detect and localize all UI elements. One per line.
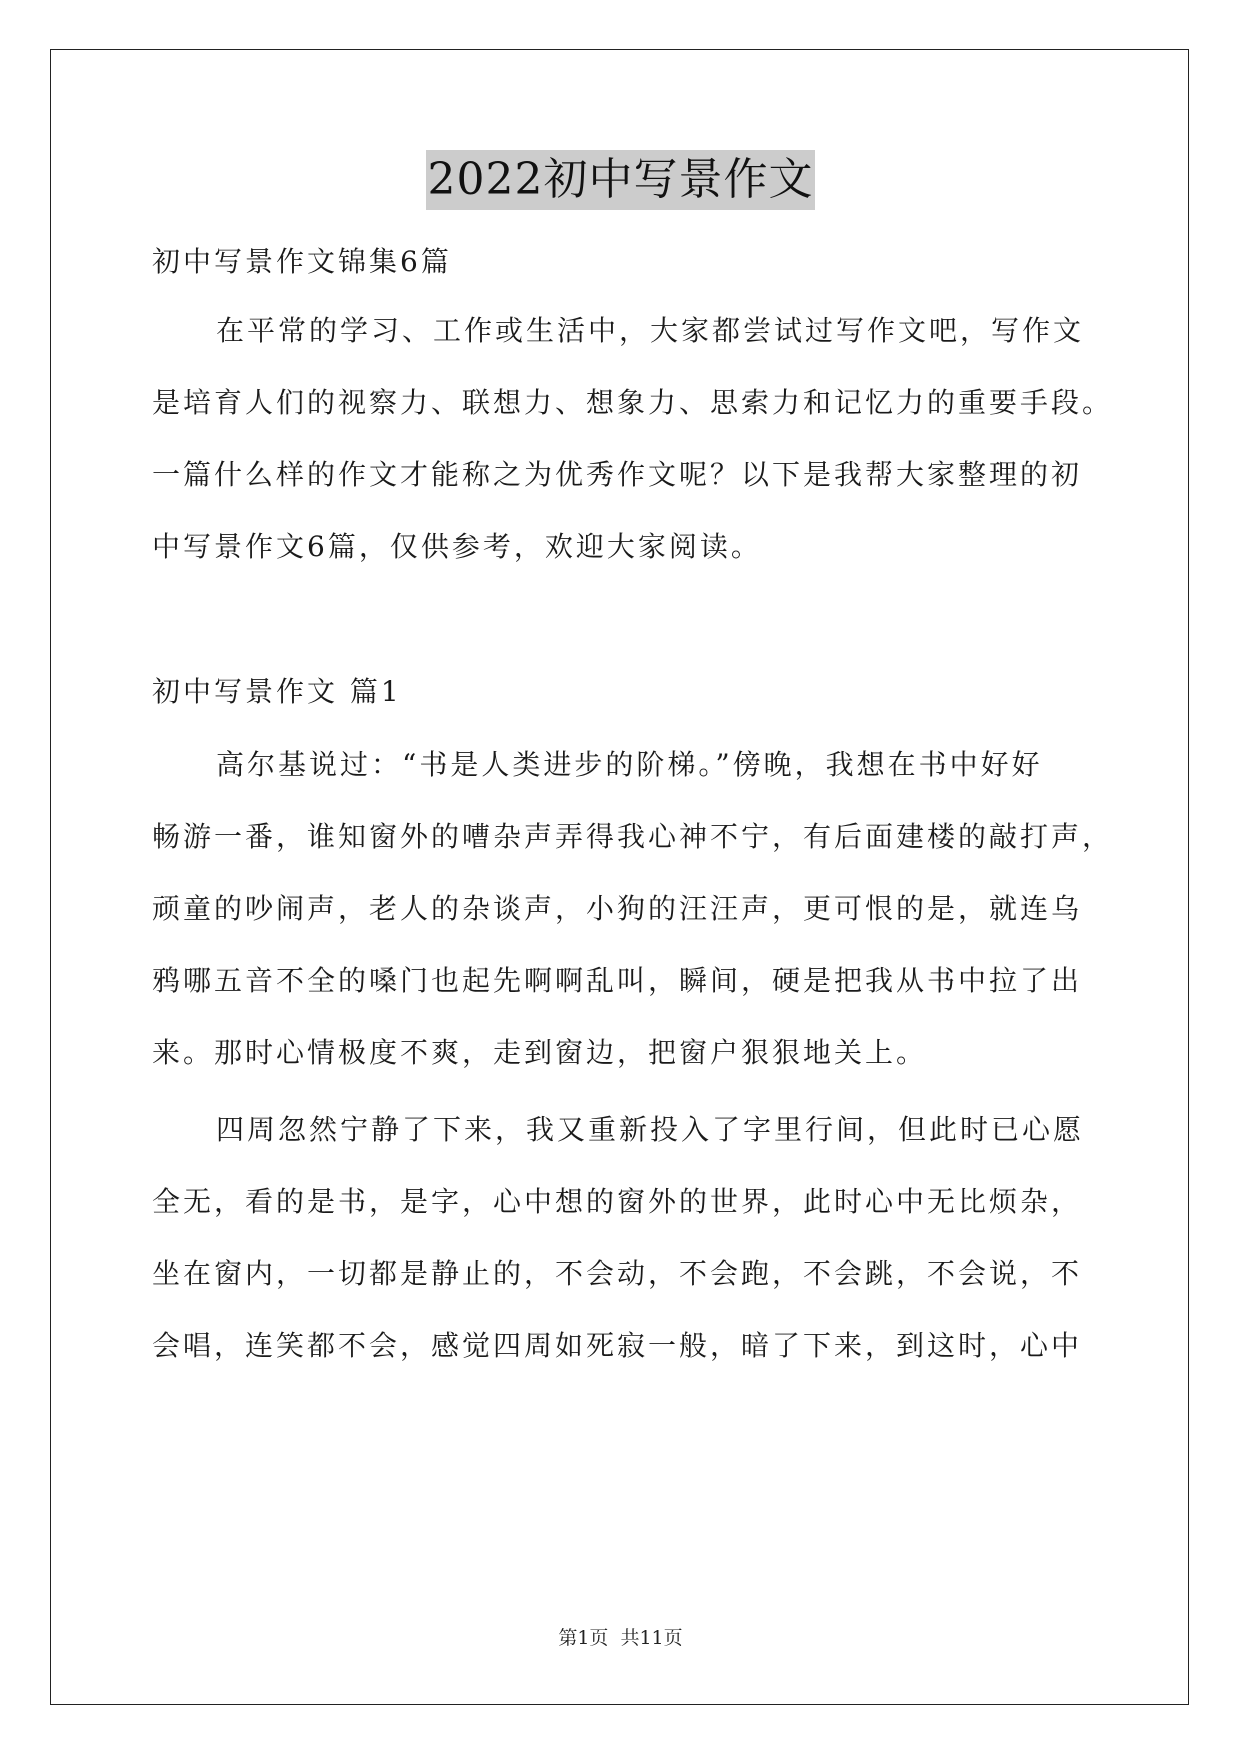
para2-line-2[interactable]: 全无，看的是书，是字，心中想的窗外的世界，此时心中无比烦杂， [152,1185,1083,1218]
title-container [0,150,1241,210]
para1-line-2[interactable]: 畅游一番，谁知窗外的嘈杂声弄得我心神不宁，有后面建楼的敲打声， [152,820,1114,853]
intro-line-2[interactable]: 是培育人们的视察力、联想力、想象力、思索力和记忆力的重要手段。 [152,386,1114,419]
section-heading[interactable]: 初中写景作文 篇1 [152,675,402,708]
page-number: 第1页 [558,1627,609,1649]
para1-line-5[interactable]: 来。那时心情极度不爽，走到窗边，把窗户狠狠地关上。 [152,1036,928,1069]
intro-line-1[interactable]: 在平常的学习、工作或生活中，大家都尝试过写作文吧，写作文 [216,314,1085,347]
para2-line-1[interactable]: 四周忽然宁静了下来，我又重新投入了字里行间，但此时已心愿 [216,1113,1085,1146]
page-total: 共11页 [620,1627,683,1649]
page-footer [0,1625,1241,1651]
intro-line-4[interactable]: 中写景作文6篇，仅供参考，欢迎大家阅读。 [152,530,762,563]
para1-line-1[interactable]: 高尔基说过：“书是人类进步的阶梯。”傍晚，我想在书中好好 [216,748,1043,781]
para2-line-4[interactable]: 会唱，连笑都不会，感觉四周如死寂一般，暗了下来，到这时，心中 [152,1329,1083,1362]
document-subtitle[interactable]: 初中写景作文锦集6篇 [152,245,452,278]
page-border [50,49,1189,1705]
document-title[interactable]: 2022初中写景作文 [426,150,816,210]
para2-line-3[interactable]: 坐在窗内，一切都是静止的，不会动，不会跑，不会跳，不会说，不 [152,1257,1083,1290]
para1-line-3[interactable]: 顽童的吵闹声，老人的杂谈声，小狗的汪汪声，更可恨的是，就连乌 [152,892,1083,925]
intro-line-3[interactable]: 一篇什么样的作文才能称之为优秀作文呢？以下是我帮大家整理的初 [152,458,1083,491]
para1-line-4[interactable]: 鸦哪五音不全的嗓门也起先啊啊乱叫，瞬间，硬是把我从书中拉了出 [152,964,1083,997]
